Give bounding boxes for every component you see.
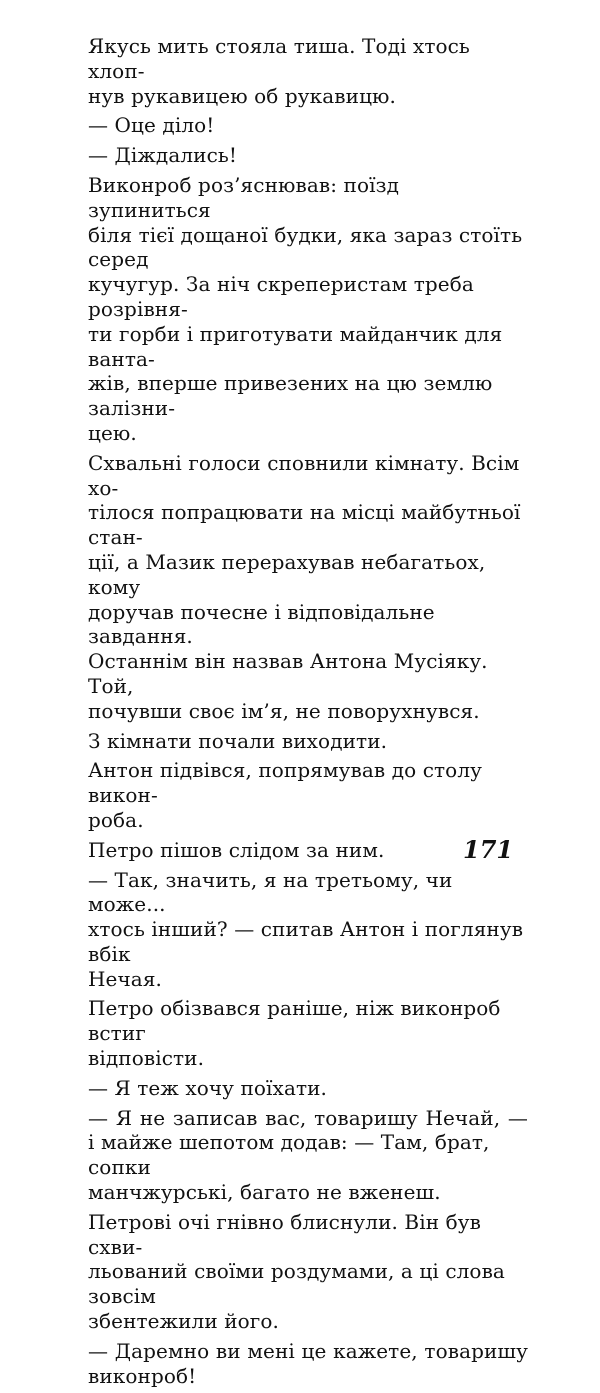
text-line: тілося попрацювати на місці майбутньої стан- [88, 500, 521, 550]
text-line: Виконроб роз’яснював: поїзд зупиниться [88, 172, 400, 222]
text-line: відповісти. [88, 1046, 205, 1071]
text-line: доручав почесне і відповідальне завдання. [88, 599, 435, 649]
text-line: Останнім він назвав Антона Мусіяку. Той, [88, 649, 488, 698]
text-line: роба. [88, 807, 144, 832]
text-line: кучугур. За ніч скреперистам треба розрівня- [88, 272, 474, 321]
text-line: ти горби і приготувати майданчик для ванта- [88, 321, 503, 371]
paragraph [88, 758, 528, 832]
paragraph [88, 868, 528, 992]
page-number: 171 [463, 835, 514, 864]
text-line: цею. [88, 420, 137, 445]
text-line: З кімнати почали виходити. [88, 728, 388, 753]
text-line: Петро обізвався раніше, ніж виконроб встиг [88, 996, 501, 1046]
text-line: збентежили його. [88, 1309, 279, 1334]
text-line: ції, а Мазик перерахував небагатьох, кому [88, 549, 486, 599]
text-line: — Оце діло! [88, 113, 215, 138]
text-line: біля тієї дощаної будки, яка зараз стоїть серед [88, 222, 523, 272]
paragraph [88, 143, 528, 168]
text-line: жів, вперше привезених на цю землю залізни- [88, 371, 493, 421]
text-line: манчжурські, багато не вженеш. [88, 1180, 441, 1205]
text-line: Петрові очі гнівно блиснули. Він був схви- [88, 1209, 481, 1259]
text-line: — Діждались! [88, 143, 238, 168]
text-line: виконроб! [88, 1363, 197, 1388]
text-line: і майже шепотом додав: — Там, брат, сопки [88, 1130, 490, 1180]
paragraph [88, 729, 528, 754]
text-line: Петро пішов слідом за ним. [88, 837, 385, 862]
text-line: нув рукавицею об рукавицю. [88, 83, 397, 108]
text-line: — Я не записав вас, товаришу Нечай, — [88, 1105, 528, 1130]
paragraph [88, 173, 528, 446]
text-line: — Я теж хочу поїхати. [88, 1075, 328, 1100]
paragraph [88, 838, 528, 863]
paragraph [88, 996, 528, 1070]
paragraph [88, 34, 528, 108]
text-line: — Так, значить, я на третьому, чи може... [88, 867, 453, 917]
text-line: хтось інший? — спитав Антон і поглянув вбік [88, 917, 524, 966]
paragraph [88, 1076, 528, 1101]
text-line: льований своїми роздумами, а ці слова зовсім [88, 1259, 505, 1309]
text-line: Нечая. [88, 966, 162, 991]
text-line: Схвальні голоси сповнили кімнату. Всім хо- [88, 450, 520, 500]
text-line: Антон підвівся, попрямував до столу викон- [88, 758, 482, 808]
paragraph [88, 1106, 528, 1205]
body-text [88, 34, 528, 1393]
text-line: — Даремно ви мені це кажете, товаришу [88, 1338, 528, 1363]
paragraph [88, 113, 528, 138]
text-line: Якусь мить стояла тиша. Тоді хтось хлоп- [88, 34, 470, 83]
paragraph [88, 1339, 528, 1389]
text-line: почувши своє ім’я, не поворухнувся. [88, 698, 480, 723]
paragraph [88, 1210, 528, 1334]
paragraph [88, 451, 528, 724]
